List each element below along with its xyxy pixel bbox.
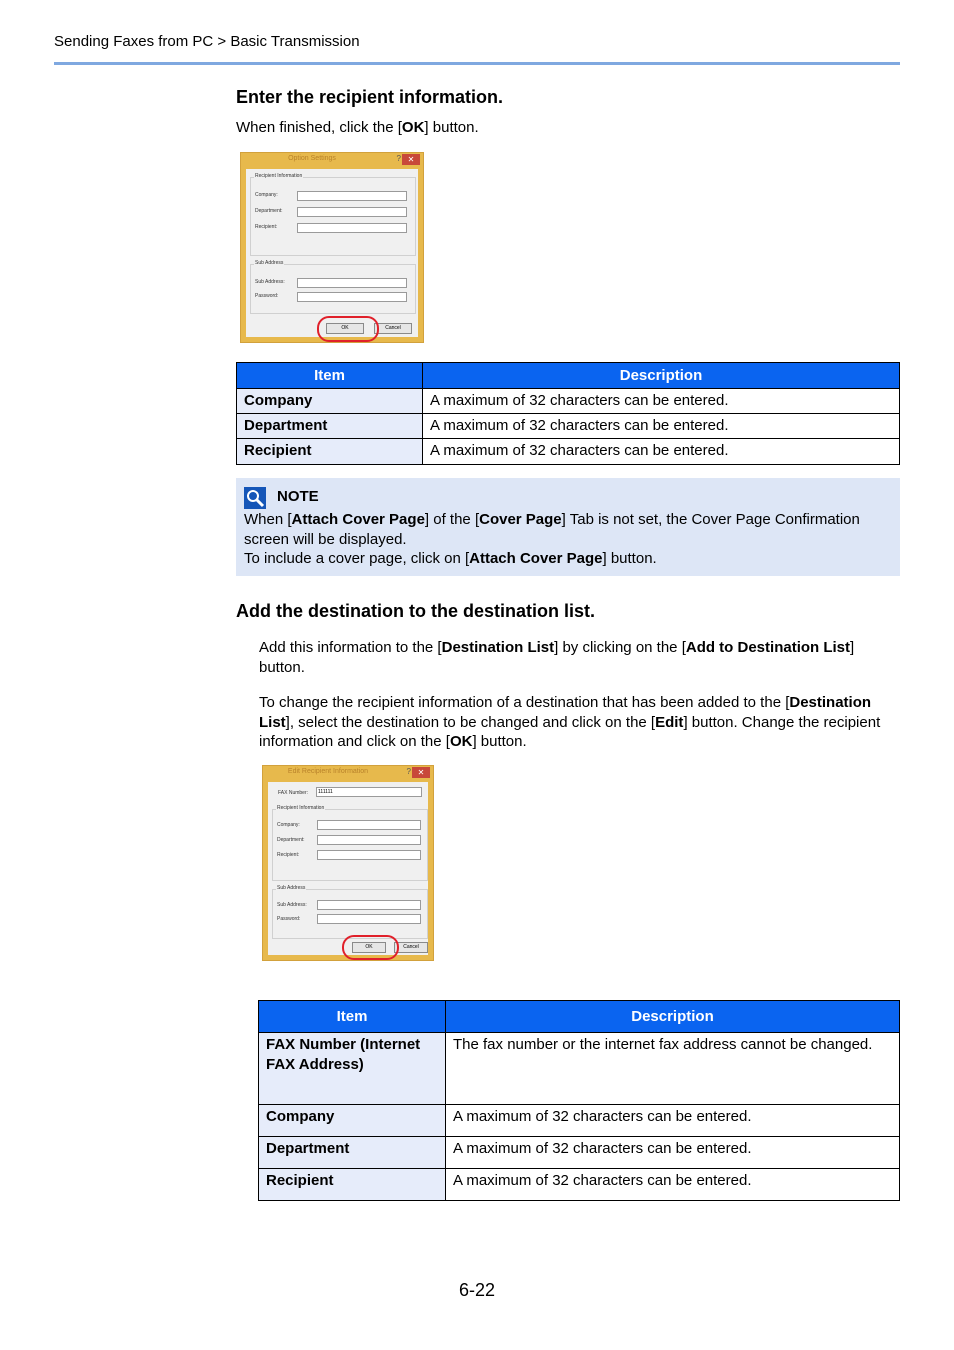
department-field[interactable] [317,835,421,845]
ok-button[interactable]: OK [352,942,386,953]
edit-recipient-dialog [262,765,434,961]
dialog-body [246,169,418,337]
recipient-field[interactable] [317,850,421,860]
group-label: Sub Address [277,885,306,891]
sub-address-field[interactable] [297,278,407,288]
table-cell-description: A maximum of 32 characters can be entered. [423,389,900,414]
recipient-label: Recipient: [255,224,278,230]
note-text: When [Attach Cover Page] of the [Cover Page] Tab is not set, the Cover Page Confirmation screen will be displayed. To include a cover page, click on [Attach Cover Page] button. [244,511,860,567]
table-row [259,1033,900,1105]
department-label: Department: [277,837,305,843]
cancel-button[interactable]: Cancel [374,323,412,334]
group-label: Sub Address [255,260,284,266]
company-field[interactable] [297,191,407,201]
password-label: Password: [277,916,301,922]
table-row [259,1169,900,1201]
ok-button[interactable]: OK [326,323,364,334]
close-icon[interactable]: ✕ [402,154,420,165]
column-header-item: Item [259,1001,446,1033]
table-cell-item: Recipient [237,439,423,465]
table-row [237,389,900,414]
table-cell-item: Company [237,389,423,414]
option-settings-dialog [240,152,424,343]
sub-address-group [272,885,428,939]
password-field[interactable] [297,292,407,302]
section-heading-destination-list: Add the destination to the destination list. [236,601,595,621]
recipient-info-group [250,173,416,256]
department-label: Department: [255,208,283,214]
table-cell-item: Recipient [259,1169,446,1201]
sub-address-label: Sub Address: [255,279,285,285]
table-cell-description: A maximum of 32 characters can be entered. [446,1105,900,1137]
ok-button-highlight [342,935,399,960]
sub-address-group [250,260,416,314]
help-icon[interactable]: ? [406,767,411,776]
company-field[interactable] [317,820,421,830]
password-label: Password: [255,293,279,299]
dialog-body [268,782,428,955]
table-cell-item: Department [237,414,423,439]
section-heading-recipient-info: Enter the recipient information. [236,87,504,107]
department-field[interactable] [297,207,407,217]
table-header-row [259,1001,900,1033]
breadcrumb: Sending Faxes from PC > Basic Transmission [54,33,360,50]
fax-number-field[interactable]: 111111 [316,787,422,797]
close-icon[interactable]: ✕ [412,767,430,778]
note-title: NOTE [277,488,319,505]
dialog-title-bar [263,766,433,782]
table-row [237,414,900,439]
table-row [237,439,900,465]
table-header-row [237,363,900,389]
recipient-info-table [236,362,900,465]
edit-recipient-table [258,1000,900,1201]
table-cell-description: A maximum of 32 characters can be entered. [423,439,900,465]
dialog-title: Option Settings [288,155,336,162]
group-label: Recipient Information [277,805,325,811]
note-box [236,478,900,576]
header-divider [54,62,900,65]
table-cell-item: Company [259,1105,446,1137]
company-label: Company: [255,192,278,198]
fax-number-label: FAX Number: [278,790,309,796]
recipient-label: Recipient: [277,852,300,858]
paragraph-add-destination: Add this information to the [Destination List] by clicking on the [Add to Destination List] button. [259,639,855,676]
column-header-description: Description [446,1001,900,1033]
company-label: Company: [277,822,300,828]
sub-address-label: Sub Address: [277,902,307,908]
recipient-info-group [272,805,428,881]
table-cell-description: A maximum of 32 characters can be entered. [446,1137,900,1169]
column-header-item: Item [237,363,423,389]
note-magnifier-icon [244,487,266,509]
sub-address-field[interactable] [317,900,421,910]
instruction-text: When finished, click the [OK] button. [236,119,479,136]
table-cell-item: Department [259,1137,446,1169]
table-row [259,1105,900,1137]
table-cell-item: FAX Number (Internet FAX Address) [259,1033,446,1105]
password-field[interactable] [317,914,421,924]
help-icon[interactable]: ? [396,154,401,163]
cancel-button[interactable]: Cancel [394,942,428,953]
recipient-field[interactable] [297,223,407,233]
table-cell-description: The fax number or the internet fax address cannot be changed. [446,1033,900,1105]
dialog-title: Edit Recipient Information [287,768,369,775]
dialog-title-bar [241,153,423,169]
paragraph-change-recipient: To change the recipient information of a destination that has been added to the [Destination List], select the destination to be changed and click on the [Edit] button. Change the recipient information and click on the [OK] button. [259,694,881,750]
page-number: 6-22 [458,1280,496,1300]
column-header-description: Description [423,363,900,389]
table-cell-description: A maximum of 32 characters can be entered. [446,1169,900,1201]
table-cell-description: A maximum of 32 characters can be entered. [423,414,900,439]
group-label: Recipient Information [255,173,303,179]
table-row [259,1137,900,1169]
ok-button-highlight [317,316,379,342]
